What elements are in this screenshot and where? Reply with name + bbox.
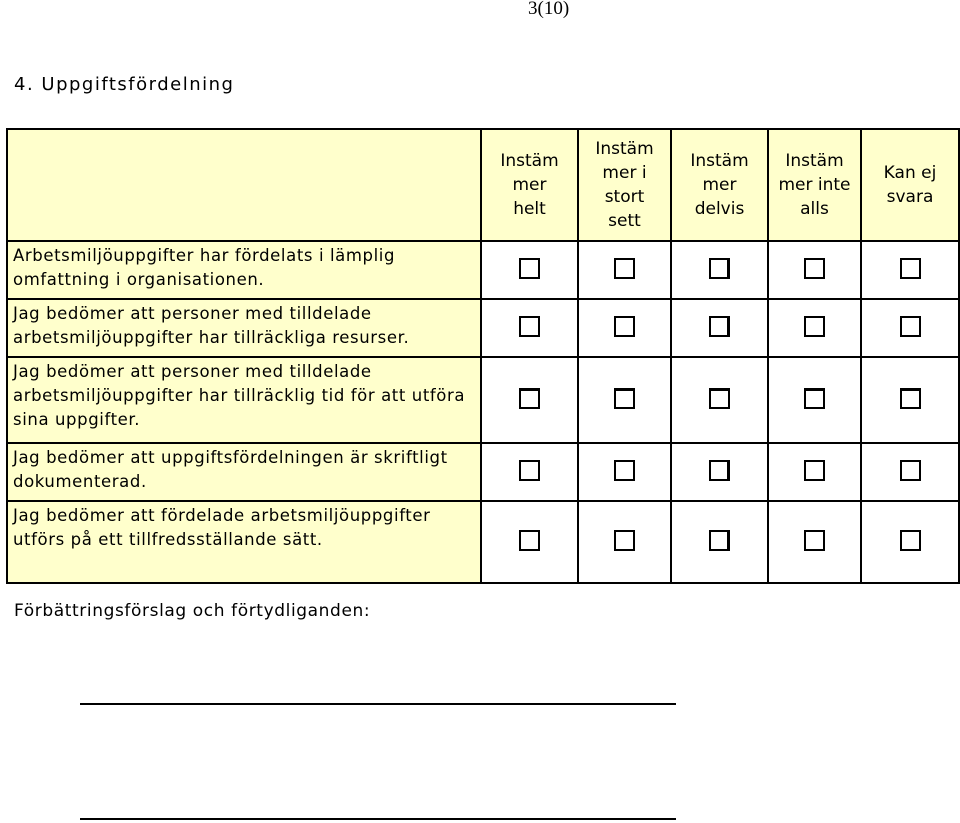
column-header-agree-fully — [481, 129, 578, 241]
checkbox-agree-partly[interactable] — [709, 388, 730, 409]
column-header-label: Instäm mer delvis — [690, 151, 749, 219]
checkbox-agree-not-at-all[interactable] — [804, 316, 825, 337]
checkbox-agree-not-at-all[interactable] — [804, 258, 825, 279]
checkbox-agree-mostly[interactable] — [614, 388, 635, 409]
checkbox-agree-partly[interactable] — [709, 316, 730, 337]
checkbox-cannot-answer[interactable] — [900, 530, 921, 551]
table-row — [7, 501, 959, 583]
checkbox-agree-mostly[interactable] — [614, 258, 635, 279]
column-header-cannot-answer — [861, 129, 959, 241]
table-row — [7, 357, 959, 443]
table-row — [7, 443, 959, 501]
column-header-label: Instäm mer i stort sett — [595, 139, 654, 231]
header-corner — [7, 129, 481, 241]
section-title: 4. Uppgiftsfördelning — [14, 74, 235, 95]
checkbox-agree-partly[interactable] — [709, 460, 730, 481]
table-row — [7, 241, 959, 299]
checkbox-agree-fully[interactable] — [519, 460, 540, 481]
header-row — [7, 129, 959, 241]
checkbox-agree-not-at-all[interactable] — [804, 460, 825, 481]
page-number: 3(10) — [528, 0, 570, 19]
checkbox-agree-not-at-all[interactable] — [804, 388, 825, 409]
checkbox-cannot-answer[interactable] — [900, 316, 921, 337]
checkbox-cannot-answer[interactable] — [900, 388, 921, 409]
statement-text: Arbetsmiljöuppgifter har fördelats i lämplig omfattning i organisationen. — [7, 241, 481, 299]
checkbox-cannot-answer[interactable] — [900, 258, 921, 279]
column-header-agree-mostly — [578, 129, 671, 241]
column-header-label: Instäm mer helt — [500, 151, 559, 219]
statement-text: Jag bedömer att uppgiftsfördelningen är skriftligt dokumenterad. — [7, 443, 481, 501]
checkbox-agree-mostly[interactable] — [614, 460, 635, 481]
checkbox-agree-mostly[interactable] — [614, 316, 635, 337]
column-header-agree-not-at-all — [768, 129, 861, 241]
checkbox-agree-fully[interactable] — [519, 258, 540, 279]
column-header-label: Instäm mer inte alls — [778, 151, 851, 219]
improvement-label: Förbättringsförslag och förtydliganden: — [14, 601, 371, 621]
checkbox-agree-fully[interactable] — [519, 388, 540, 409]
checkbox-agree-fully[interactable] — [519, 316, 540, 337]
checkbox-agree-mostly[interactable] — [614, 530, 635, 551]
checkbox-agree-partly[interactable] — [709, 258, 730, 279]
table-row — [7, 299, 959, 357]
column-header-label: Kan ej svara — [883, 163, 937, 207]
answer-line[interactable] — [80, 818, 676, 820]
statement-text: Jag bedömer att personer med tilldelade arbetsmiljöuppgifter har tillräcklig tid för att utföra sina uppgifter. — [7, 357, 481, 443]
answer-line[interactable] — [80, 703, 676, 705]
checkbox-cannot-answer[interactable] — [900, 460, 921, 481]
checkbox-agree-partly[interactable] — [709, 530, 730, 551]
checkbox-agree-fully[interactable] — [519, 530, 540, 551]
column-header-agree-partly — [671, 129, 768, 241]
survey-table — [6, 128, 960, 584]
statement-text: Jag bedömer att fördelade arbetsmiljöuppgifter utförs på ett tillfredsställande sätt. — [7, 501, 481, 583]
statement-text: Jag bedömer att personer med tilldelade arbetsmiljöuppgifter har tillräckliga resurser. — [7, 299, 481, 357]
checkbox-agree-not-at-all[interactable] — [804, 530, 825, 551]
